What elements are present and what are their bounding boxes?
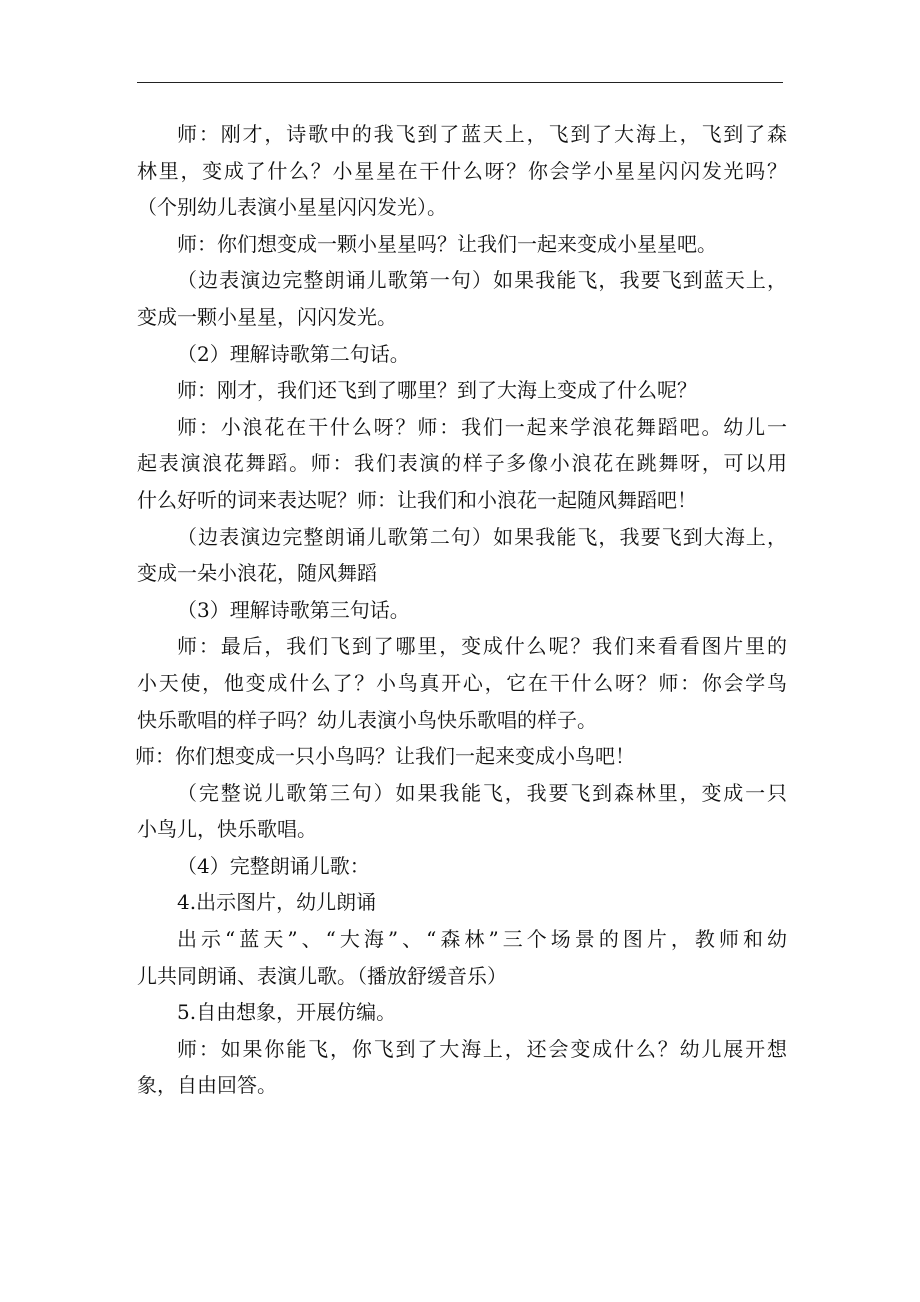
- text-line: 象，自由回答。: [137, 1073, 277, 1098]
- text-line: 师：小浪花在干什么呀？师：我们一起来学浪花舞蹈吧。幼儿一: [177, 414, 787, 439]
- text-line: 林里，变成了什么？小星星在干什么呀？你会学小星星闪闪发光吗？: [137, 158, 787, 183]
- text-line: 师：刚才，我们还飞到了哪里？到了大海上变成了什么呢？: [177, 378, 697, 403]
- text-line: 师：你们想变成一只小鸟吗？让我们一起来变成小鸟吧！: [135, 744, 635, 769]
- text-line: 起表演浪花舞蹈。师：我们表演的样子多像小浪花在跳舞呀，可以用: [137, 451, 787, 476]
- text-line: （边表演边完整朗诵儿歌第二句）如果我能飞，我要飞到大海上，: [177, 524, 787, 549]
- text-line: 师：刚才，诗歌中的我飞到了蓝天上，飞到了大海上，飞到了森: [177, 122, 787, 146]
- text-line: 出示“蓝天”、“大海”、“森林”三个场景的图片，教师和幼: [177, 927, 787, 952]
- text-line: （4）完整朗诵儿歌：: [177, 853, 370, 878]
- text-line: （个别幼儿表演小星星闪闪发光）。: [137, 195, 447, 220]
- document-body: [137, 116, 787, 1104]
- text-line: 5.自由想象，开展仿编。: [177, 1000, 397, 1025]
- header-rule: [137, 82, 783, 83]
- text-line: 快乐歌唱的样子吗？幼儿表演小鸟快乐歌唱的样子。: [137, 707, 597, 732]
- text-line: 师：你们想变成一颗小星星吗？让我们一起来变成小星星吧。: [177, 231, 717, 256]
- text-line: 小鸟儿，快乐歌唱。: [137, 817, 317, 842]
- text-line: 什么好听的词来表达呢？师：让我们和小浪花一起随风舞蹈吧！: [137, 487, 697, 512]
- text-line: 师：如果你能飞，你飞到了大海上，还会变成什么？幼儿展开想: [177, 1036, 787, 1061]
- text-line: 儿共同朗诵、表演儿歌。（播放舒缓音乐）: [137, 963, 507, 988]
- text-line: 4.出示图片，幼儿朗诵: [177, 890, 377, 915]
- text-line: 师：最后，我们飞到了哪里，变成什么呢？我们来看看图片里的: [177, 634, 787, 659]
- text-line: （3）理解诗歌第三句话。: [177, 597, 410, 622]
- text-line: 变成一颗小星星，闪闪发光。: [137, 304, 397, 329]
- text-line: （2）理解诗歌第二句话。: [177, 341, 410, 366]
- text-line: （完整说儿歌第三句）如果我能飞，我要飞到森林里，变成一只: [177, 780, 787, 805]
- text-line: （边表演边完整朗诵儿歌第一句）如果我能飞，我要飞到蓝天上，: [177, 268, 787, 293]
- text-line: 小天使，他变成什么了？小鸟真开心，它在干什么呀？师：你会学鸟: [137, 670, 787, 695]
- text-line: 变成一朵小浪花，随风舞蹈: [137, 561, 377, 586]
